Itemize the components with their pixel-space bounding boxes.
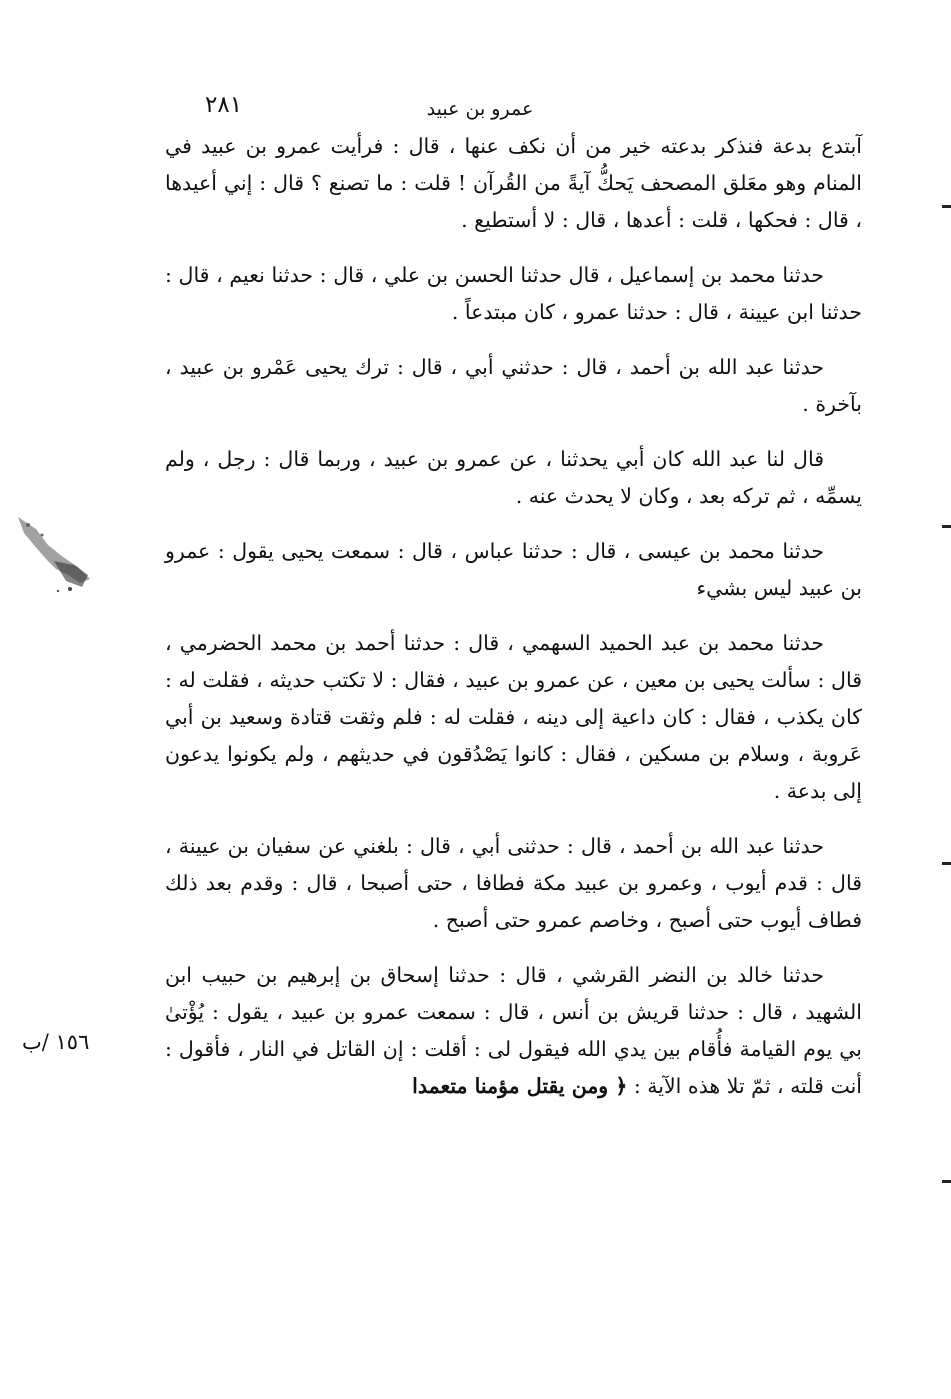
edge-mark xyxy=(942,862,951,865)
paragraph: حدثنا عبد الله بن أحمد ، قال : حدثني أبي ، قال : ترك يحيى عَمْرو بن عبيد ، بآخرة . xyxy=(165,355,862,416)
edge-mark xyxy=(942,205,951,208)
paragraph: حدثنا محمد بن إسماعيل ، قال حدثنا الحسن بن علي ، قال : حدثنا نعيم ، قال : حدثنا ابن عيينة ، قال : حدثنا عمرو ، كان مبتدعاً . xyxy=(165,263,862,324)
paragraph: حدثنا محمد بن عيسى ، قال : حدثنا عباس ، قال : سمعت يحيى يقول : عمرو بن عبيد ليس بشيء xyxy=(165,539,862,600)
paragraph-last-text: حدثنا خالد بن النضر القرشي ، قال : حدثنا إسحاق بن إبرهيم بن حبيب ابن الشهيد ، قال : حدثنا قريش بن أنس ، قال : سمعت عمرو بن عبيد ، يقول : يُؤْتىٰ بي يوم القيامة فأُقام بين يدي الله فيقول لى : أقلت : إن القاتل في النار ، فأقول : أنت قلته ، ثمّ تلا هذه الآية : xyxy=(165,963,862,1098)
body-text xyxy=(165,128,862,1123)
paragraph: حدثنا عبد الله بن أحمد ، قال : حدثنى أبي ، قال : بلغني عن سفيان بن عيينة ، قال : قدم أيوب ، وعمرو بن عبيد مكة فطافا ، حتى أصبحا ، قال : وقدم بعد ذلك فطاف أيوب حتى أصبح ، وخاصم عمرو حتى أصبح . xyxy=(165,834,862,932)
quran-verse: ﴿ ومن يقتل مؤمنا متعمدا xyxy=(412,1074,628,1098)
running-title: عمرو بن عبيد xyxy=(426,98,534,120)
paragraph: آبتدع بدعة فنذكر بدعته خير من أن نكف عنها ، قال : فرأيت عمرو بن عبيد في المنام وهو معَلق المصحف يَحكُّ آيةً من القُرآن ! قلت : ما تصنع ؟ قال : إني أعيدها ، قال : فحكها ، قلت : أعدها ، قال : لا أستطيع . xyxy=(165,134,862,232)
ink-smudge xyxy=(8,505,103,600)
edge-mark xyxy=(942,1180,951,1183)
paragraph-last xyxy=(165,957,862,1105)
folio-note: ١٥٦ /ب xyxy=(22,1030,90,1054)
edge-mark xyxy=(942,525,951,528)
page-number: ٢٨١ xyxy=(205,92,243,118)
paragraph: قال لنا عبد الله كان أبي يحدثنا ، عن عمرو بن عبيد ، وربما قال : رجل ، ولم يسمِّه ، ثم تركه بعد ، وكان لا يحدث عنه . xyxy=(165,447,862,508)
paragraph: حدثنا محمد بن عبد الحميد السهمي ، قال : حدثنا أحمد بن محمد الحضرمي ، قال : سألت يحيى بن معين ، عن عمرو بن عبيد ، فقال : لا تكتب حديثه ، فقلت له : كان يكذب ، فقال : كان داعية إلى دينه ، فقلت له : فلم وثقت قتادة وسعيد بن أبي عَروبة ، وسلام بن مسكين ، فقال : كانوا يَصْدُقون في حديثهم ، ولم يكونوا يدعون إلى بدعة . xyxy=(165,631,862,803)
